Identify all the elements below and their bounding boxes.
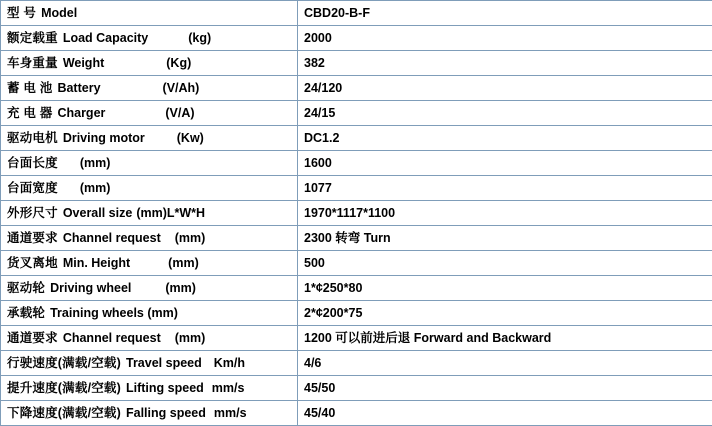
row-label-en: Driving motor xyxy=(63,131,145,145)
row-value-cell xyxy=(298,351,712,376)
row-label-cell xyxy=(1,376,298,401)
table-body xyxy=(1,1,712,426)
row-value: 4/6 xyxy=(304,356,321,370)
row-label-cn: 承载轮 xyxy=(7,306,45,320)
row-label-unit: (mm)L*W*H xyxy=(136,206,205,220)
row-value: DC1.2 xyxy=(304,131,339,145)
row-label-en: Overall size xyxy=(63,206,133,220)
table-row xyxy=(1,376,712,401)
table-row xyxy=(1,226,712,251)
row-label-en: Load Capacity xyxy=(63,31,148,45)
row-value-cell xyxy=(298,76,712,101)
row-label-unit: (mm) xyxy=(175,231,206,245)
row-value: 45/40 xyxy=(304,406,335,420)
row-label-unit: mm/s xyxy=(214,406,247,420)
row-label-cn: 型 号 xyxy=(7,6,36,20)
row-label-inner xyxy=(7,131,297,145)
row-value: 1200 可以前进后退 Forward and Backward xyxy=(304,331,551,345)
row-value-cell xyxy=(298,326,712,351)
row-label-unit: (mm) xyxy=(80,181,111,195)
row-value-cell xyxy=(298,176,712,201)
row-value: 1970*1117*1100 xyxy=(304,206,395,220)
row-value: 2000 xyxy=(304,31,332,45)
row-label-cell xyxy=(1,101,298,126)
row-label-cn: 车身重量 xyxy=(7,56,58,70)
row-label-en: Travel speed xyxy=(126,356,202,370)
row-label-cell xyxy=(1,251,298,276)
table-row xyxy=(1,301,712,326)
row-label-cn: 下降速度(满载/空载) xyxy=(7,406,121,420)
table-row xyxy=(1,201,712,226)
row-label-unit: (V/Ah) xyxy=(163,81,200,95)
row-label-inner xyxy=(7,231,297,245)
row-label-en: Model xyxy=(41,6,77,20)
row-label-en: Driving wheel xyxy=(50,281,131,295)
row-value-cell xyxy=(298,401,712,426)
row-label-inner xyxy=(7,56,297,70)
row-label-en: Training wheels (mm) xyxy=(50,306,178,320)
row-label-cn: 行驶速度(满载/空载) xyxy=(7,356,121,370)
row-label-inner xyxy=(7,6,297,20)
table-row xyxy=(1,26,712,51)
table-row xyxy=(1,251,712,276)
row-label-inner xyxy=(7,206,297,220)
row-label-en: Lifting speed xyxy=(126,381,204,395)
row-label-cell xyxy=(1,26,298,51)
row-label-unit: (kg) xyxy=(188,31,211,45)
row-label-inner xyxy=(7,281,297,295)
row-label-cn: 充 电 器 xyxy=(7,106,52,120)
row-label-cn: 通道要求 xyxy=(7,331,58,345)
table-row xyxy=(1,401,712,426)
row-label-cn: 外形尺寸 xyxy=(7,206,58,220)
row-label-en: Falling speed xyxy=(126,406,206,420)
row-label-unit: Km/h xyxy=(214,356,245,370)
table-row xyxy=(1,326,712,351)
row-value: 1077 xyxy=(304,181,332,195)
table-row xyxy=(1,126,712,151)
row-value: 24/15 xyxy=(304,106,335,120)
row-label-cn: 蓄 电 池 xyxy=(7,81,52,95)
row-label-cn: 台面宽度 xyxy=(7,181,58,195)
row-label-en: Channel request xyxy=(63,231,161,245)
row-value: 1*¢250*80 xyxy=(304,281,362,295)
table-row xyxy=(1,101,712,126)
table-row xyxy=(1,76,712,101)
row-label-cn: 通道要求 xyxy=(7,231,58,245)
table-row xyxy=(1,176,712,201)
row-label-cell xyxy=(1,351,298,376)
row-value: 45/50 xyxy=(304,381,335,395)
row-label-inner xyxy=(7,381,297,395)
row-label-cn: 台面长度 xyxy=(7,156,58,170)
row-label-cell xyxy=(1,1,298,26)
row-label-unit: mm/s xyxy=(212,381,245,395)
row-label-cell xyxy=(1,51,298,76)
row-label-unit: (Kw) xyxy=(177,131,204,145)
row-label-cn: 驱动轮 xyxy=(7,281,45,295)
row-label-inner xyxy=(7,81,297,95)
row-label-inner xyxy=(7,181,297,195)
row-value: 2300 转弯 Turn xyxy=(304,231,391,245)
row-label-unit: (V/A) xyxy=(165,106,194,120)
row-label-en: Min. Height xyxy=(63,256,130,270)
row-value-cell xyxy=(298,376,712,401)
row-label-inner xyxy=(7,306,297,320)
row-label-en: Weight xyxy=(63,56,104,70)
table-row xyxy=(1,276,712,301)
row-value: 2*¢200*75 xyxy=(304,306,362,320)
row-label-en: Battery xyxy=(57,81,100,95)
row-label-cell xyxy=(1,276,298,301)
row-label-inner xyxy=(7,331,297,345)
row-value-cell xyxy=(298,51,712,76)
row-value-cell xyxy=(298,276,712,301)
row-value-cell xyxy=(298,201,712,226)
table-row xyxy=(1,1,712,26)
table-row xyxy=(1,51,712,76)
row-label-unit: (mm) xyxy=(175,331,206,345)
row-label-unit: (Kg) xyxy=(166,56,191,70)
row-label-cn: 额定载重 xyxy=(7,31,58,45)
row-value-cell xyxy=(298,126,712,151)
row-label-unit: (mm) xyxy=(168,256,199,270)
table-row xyxy=(1,151,712,176)
row-value-cell xyxy=(298,251,712,276)
row-value-cell xyxy=(298,26,712,51)
row-label-cell xyxy=(1,76,298,101)
row-value: 382 xyxy=(304,56,325,70)
row-label-cell xyxy=(1,126,298,151)
row-label-unit: (mm) xyxy=(165,281,196,295)
row-label-inner xyxy=(7,406,297,420)
row-value-cell xyxy=(298,101,712,126)
row-label-cell xyxy=(1,176,298,201)
row-label-inner xyxy=(7,356,297,370)
row-value: 500 xyxy=(304,256,325,270)
row-label-inner xyxy=(7,106,297,120)
row-value: 1600 xyxy=(304,156,332,170)
row-label-cell xyxy=(1,226,298,251)
table-row xyxy=(1,351,712,376)
row-label-unit: (mm) xyxy=(80,156,111,170)
row-label-inner xyxy=(7,31,297,45)
row-value: CBD20-B-F xyxy=(304,6,370,20)
row-label-en: Channel request xyxy=(63,331,161,345)
row-value-cell xyxy=(298,226,712,251)
row-label-cell xyxy=(1,301,298,326)
row-label-cn: 驱动电机 xyxy=(7,131,58,145)
row-value-cell xyxy=(298,1,712,26)
row-label-en: Charger xyxy=(57,106,105,120)
row-label-cell xyxy=(1,401,298,426)
row-value-cell xyxy=(298,151,712,176)
row-value: 24/120 xyxy=(304,81,342,95)
row-value-cell xyxy=(298,301,712,326)
row-label-inner xyxy=(7,156,297,170)
row-label-cn: 提升速度(满载/空载) xyxy=(7,381,121,395)
row-label-cell xyxy=(1,201,298,226)
row-label-cell xyxy=(1,326,298,351)
row-label-cell xyxy=(1,151,298,176)
row-label-cn: 货叉离地 xyxy=(7,256,58,270)
row-label-inner xyxy=(7,256,297,270)
